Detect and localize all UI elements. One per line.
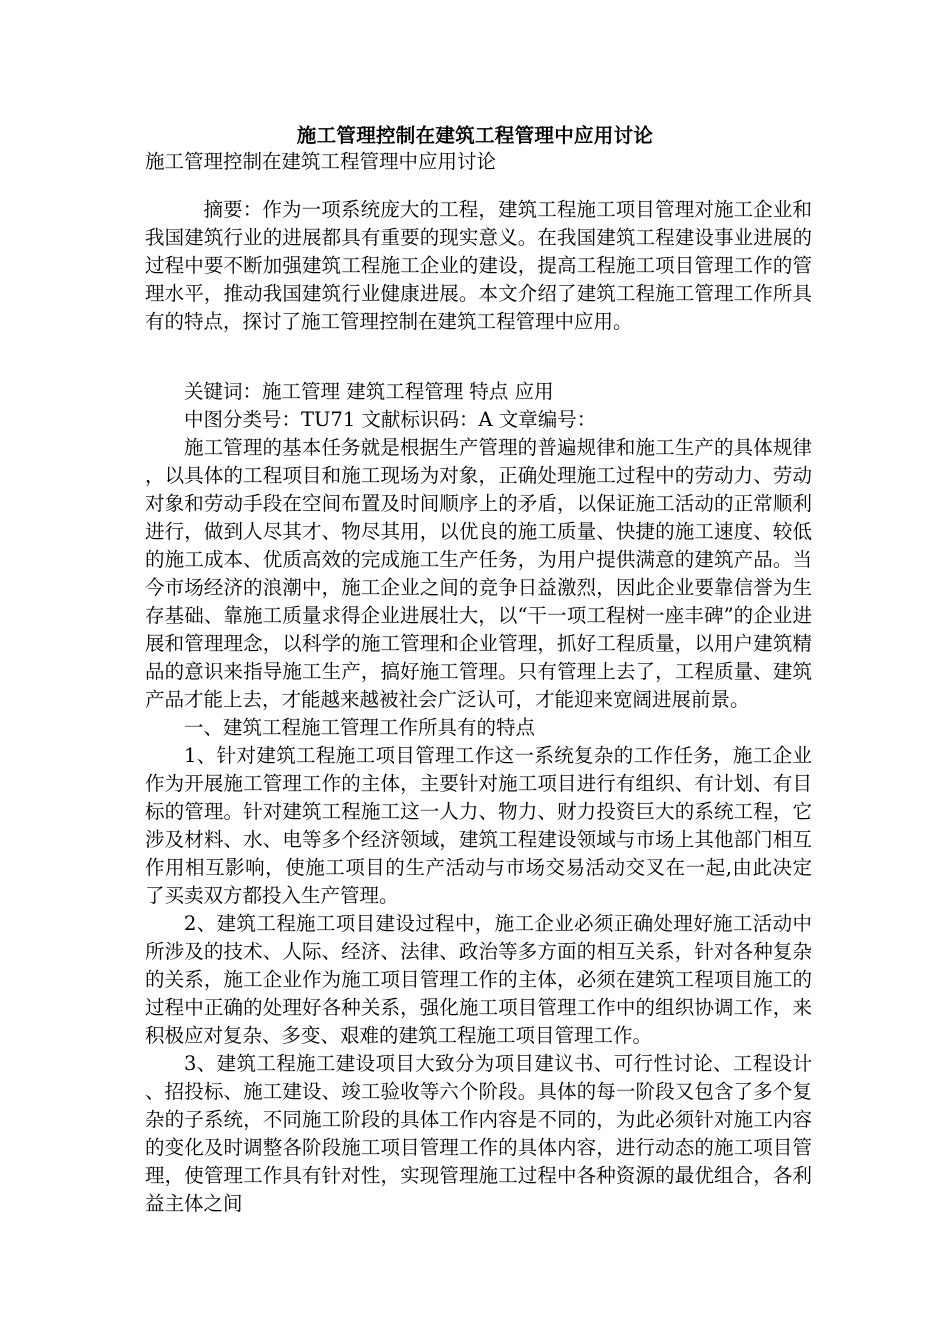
classification-line: 中图分类号：TU71 文献标识码：A 文章编号：	[184, 408, 597, 431]
body-paragraph-point-3: 3、建筑工程施工建设项目大致分为项目建议书、可行性讨论、工程设计、招投标、施工建设、竣工验收等六个阶段。具体的每一阶段又包含了多个复杂的子系统，不同施工阶段的具体工作内容是不同的，为此必须针对施工内容的变化及时调整各阶段施工项目管理工作的具体内容，进行动态的施工项目管理，使管理工作具有针对性，实现管理施工过程中各种资源的最优组合，各利益主体之间	[145, 1052, 812, 1215]
section-heading-1: 一、建筑工程施工管理工作所具有的特点	[184, 716, 536, 739]
body-paragraph-intro: 施工管理的基本任务就是根据生产管理的普遍规律和施工生产的具体规律，以具体的工程项目和施工现场为对象，正确处理施工过程中的劳动力、劳动对象和劳动手段在空间布置及时间顺序上的矛盾，以保证施工活动的正常顺利进行，做到人尽其才、物尽其用，以优良的施工质量、快捷的施工速度、较低的施工成本、优质高效的完成施工生产任务，为用户提供满意的建筑产品。当今市场经济的浪潮中，施工企业之间的竞争日益激烈，因此企业要靠信誉为生存基础、靠施工质量求得企业进展壮大，以“干一项工程树一座丰碑”的企业进展和管理理念，以科学的施工管理和企业管理，抓好工程质量，以用户建筑精品的意识来指导施工生产，搞好施工管理。只有管理上去了，工程质量、建筑产品才能上去，才能越来越被社会广泛认可，才能迎来宽阔进展前景。	[145, 436, 812, 711]
document-body	[145, 196, 812, 1218]
body-paragraph-point-1: 1、针对建筑工程施工项目管理工作这一系统复杂的工作任务，施工企业作为开展施工管理工作的主体，主要针对施工项目进行有组织、有计划、有目标的管理。针对建筑工程施工这一人力、物力、财力投资巨大的系统工程，它涉及材料、水、电等多个经济领域，建筑工程建设领域与市场上其他部门相互作用相互影响，使施工项目的生产活动与市场交易活动交叉在一起,由此决定了买卖双方都投入生产管理。	[145, 744, 812, 907]
document-title: 施工管理控制在建筑工程管理中应用讨论	[296, 124, 654, 147]
body-paragraph-point-2: 2、建筑工程施工项目建设过程中，施工企业必须正确处理好施工活动中所涉及的技术、人际、经济、法律、政治等多方面的相互关系，针对各种复杂的关系，施工企业作为施工项目管理工作的主体，必须在建筑工程项目施工的过程中正确的处理好各种关系，强化施工项目管理工作中的组织协调工作，来积极应对复杂、多变、艰难的建筑工程施工项目管理工作。	[145, 912, 812, 1047]
abstract-paragraph: 摘要：作为一项系统庞大的工程，建筑工程施工项目管理对施工企业和我国建筑行业的进展都具有重要的现实意义。在我国建筑工程建设事业进展的过程中要不断加强建筑工程施工企业的建设，提高工程施工项目管理工作的管理水平，推动我国建筑行业健康进展。本文介绍了建筑工程施工管理工作所具有的特点，探讨了施工管理控制在建筑工程管理中应用。	[145, 198, 812, 333]
spacer	[145, 336, 812, 378]
keywords-line: 关键词：施工管理 建筑工程管理 特点 应用	[184, 380, 554, 403]
document-subtitle: 施工管理控制在建筑工程管理中应用讨论	[145, 150, 497, 173]
